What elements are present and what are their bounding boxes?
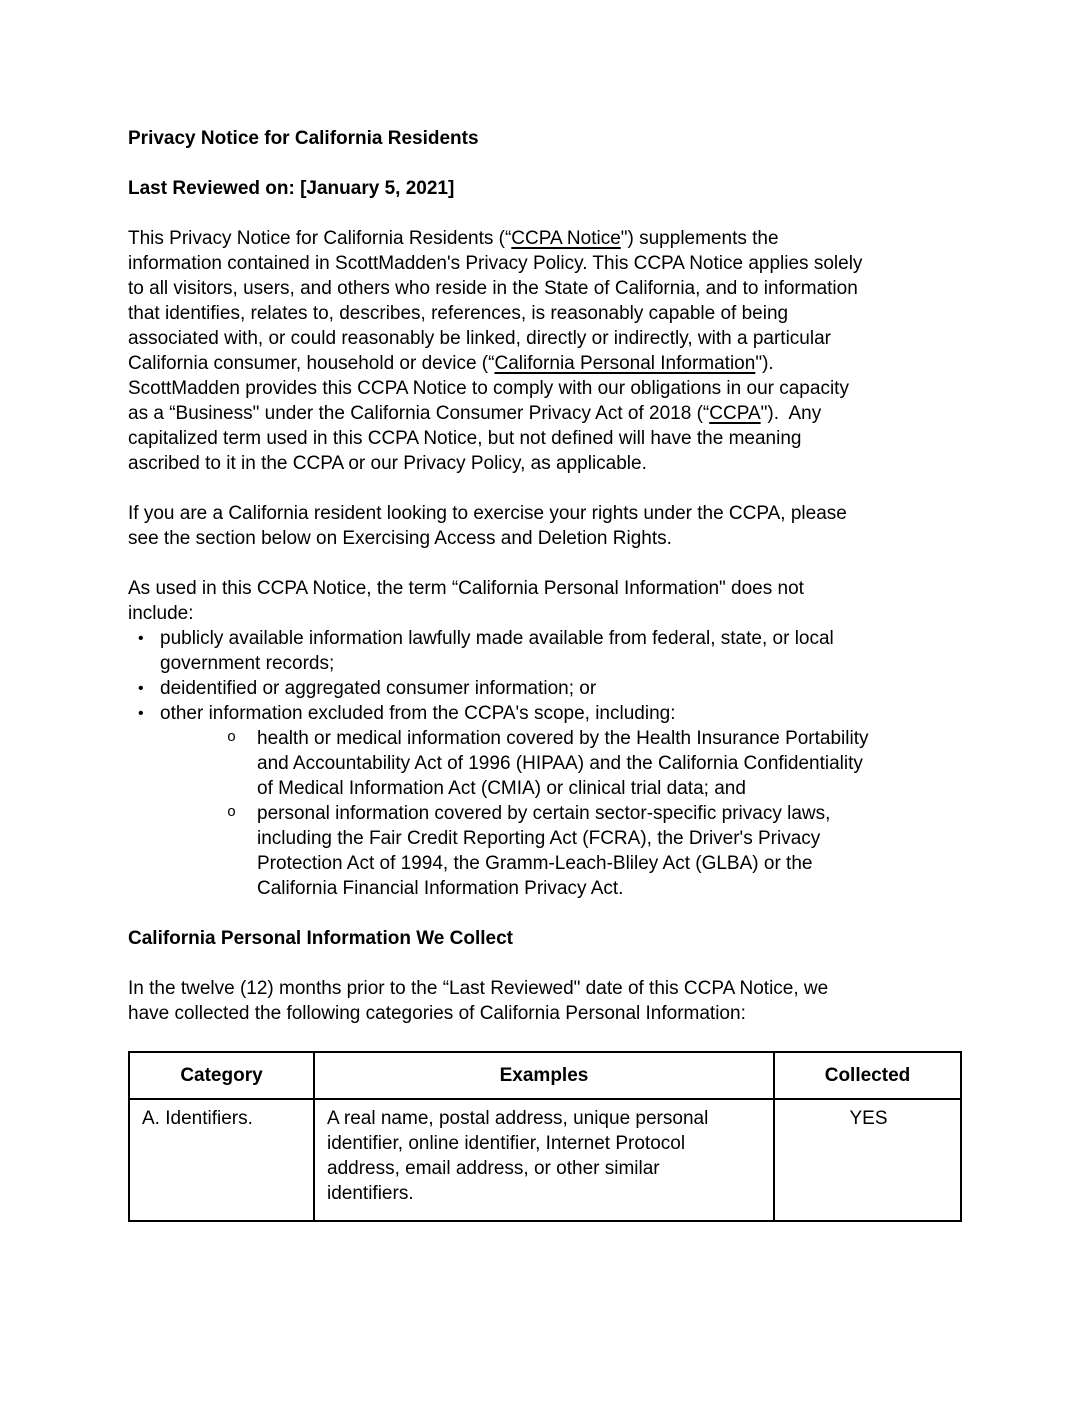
ccpa-defined-term: CCPA (709, 403, 761, 424)
sub-list-item: o personal information covered by certain sector-specific privacy laws, including the Fair Credit Reporting Act (FCRA), the Driver's Privacy Protection Act of 1994, the Gramm-Leach-Bliley Act (GLBA) or the California Financial Information Privacy Act. (128, 801, 962, 901)
intro-line: information contained in ScottMadden's Privacy Policy. This CCPA Notice applies solely (128, 253, 863, 274)
intro-line: to all visitors, users, and others who reside in the State of California, and to information (128, 278, 858, 299)
bullet-icon: • (138, 680, 144, 697)
table-header-row (129, 1052, 961, 1099)
exercise-rights-paragraph: If you are a California resident looking to exercise your rights under the CCPA, please see the section below on Exercising Access and Deletion Rights. (128, 503, 847, 549)
cell-collected: YES (774, 1099, 961, 1221)
intro-line: that identifies, relates to, describes, references, is reasonably capable of being (128, 303, 789, 324)
collect-intro-paragraph: In the twelve (12) months prior to the “Last Reviewed" date of this CCPA Notice, we have collected the following categories of California Personal Information: (128, 978, 829, 1024)
exclusions-list (128, 626, 962, 901)
california-personal-information-defined-term: California Personal Information (494, 353, 756, 374)
list-item: • publicly available information lawfully made available from federal, state, or local government records; (138, 628, 834, 674)
circle-bullet-icon: o (227, 804, 237, 821)
last-reviewed-heading: Last Reviewed on: [January 5, 2021] (128, 178, 455, 199)
list-item: • other information excluded from the CCPA's scope, including: (138, 703, 676, 724)
intro-line: as a “Business" under the California Consumer Privacy Act of 2018 (“CCPA"). Any (128, 403, 822, 424)
intro-line: This Privacy Notice for California Residents (“CCPA Notice") supplements the (128, 228, 779, 249)
intro-paragraph (128, 226, 962, 476)
intro-line: ascribed to it in the CCPA or our Privacy Policy, as applicable. (128, 453, 647, 474)
column-header-category: Category (129, 1052, 314, 1099)
page-title: Privacy Notice for California Residents (128, 128, 479, 149)
categories-table (128, 1051, 962, 1222)
section-title-information-we-collect: California Personal Information We Collect (128, 928, 513, 949)
intro-line: ScottMadden provides this CCPA Notice to comply with our obligations in our capacity (128, 378, 849, 399)
cell-examples: A real name, postal address, unique personal identifier, online identifier, Internet Protocol address, email address, or other similar identifiers. (314, 1099, 774, 1221)
circle-bullet-icon: o (227, 729, 237, 746)
bullet-icon: • (138, 630, 144, 647)
column-header-examples: Examples (314, 1052, 774, 1099)
ccpa-notice-defined-term: CCPA Notice (511, 228, 621, 249)
not-include-paragraph: As used in this CCPA Notice, the term “California Personal Information" does not include: (128, 578, 804, 624)
intro-line: California consumer, household or device (“California Personal Information"). (128, 353, 774, 374)
sub-list-item: o health or medical information covered by the Health Insurance Portability and Accountability Act of 1996 (HIPAA) and the California Confidentiality of Medical Information Act (CMIA) or clinical trial data; and (128, 726, 962, 801)
table-row (129, 1099, 961, 1221)
cell-category: A. Identifiers. (129, 1099, 314, 1221)
bullet-icon: • (138, 705, 144, 722)
document-content (128, 126, 962, 1222)
list-item: • deidentified or aggregated consumer information; or (138, 678, 597, 699)
intro-line: associated with, or could reasonably be linked, directly or indirectly, with a particular (128, 328, 831, 349)
intro-line: capitalized term used in this CCPA Notice, but not defined will have the meaning (128, 428, 802, 449)
column-header-collected: Collected (774, 1052, 961, 1099)
